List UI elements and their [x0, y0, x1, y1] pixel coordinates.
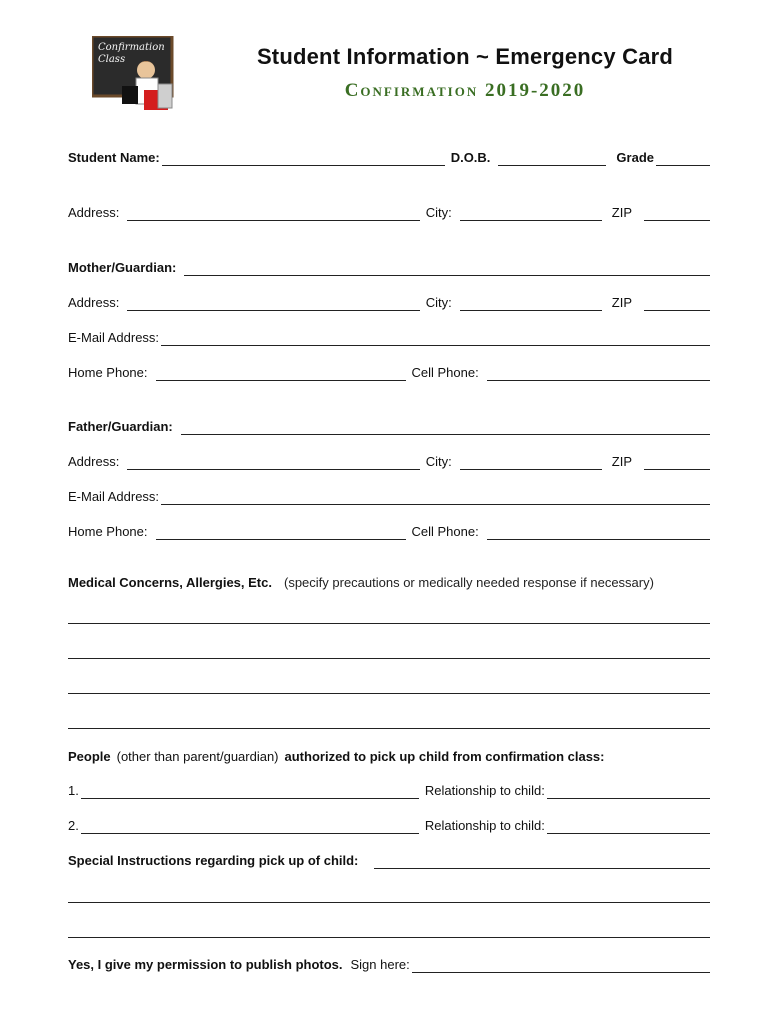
father-zip-label: ZIP: [611, 454, 632, 469]
medical-line-3[interactable]: [68, 693, 710, 694]
grade-label: Grade: [616, 150, 654, 165]
mother-cell-phone-field[interactable]: [487, 367, 710, 381]
special-instructions-label: Special Instructions regarding pick up of child:: [68, 853, 359, 868]
medical-line-4[interactable]: [68, 728, 710, 729]
medical-label: Medical Concerns, Allergies, Etc.: [68, 575, 272, 590]
mother-email-label: E-Mail Address:: [68, 330, 160, 345]
signature-field[interactable]: [412, 959, 710, 973]
father-home-phone-label: Home Phone:: [68, 524, 148, 539]
special-instructions-row: [68, 853, 710, 869]
mother-zip-label: ZIP: [611, 295, 632, 310]
confirmation-class-logo: [92, 36, 178, 118]
pickup-people-paren: (other than parent/guardian): [116, 749, 279, 764]
pickup-person-1-relationship-label: Relationship to child:: [424, 783, 545, 798]
photo-permission-label: Yes, I give my permission to publish photos.: [68, 957, 343, 972]
medical-row: [68, 575, 710, 591]
mother-city-label: City:: [425, 295, 452, 310]
pickup-person-2-relationship-label: Relationship to child:: [424, 818, 545, 833]
special-instructions-line-3[interactable]: [68, 937, 710, 938]
student-city-field[interactable]: [460, 207, 602, 221]
father-guardian-label: Father/Guardian:: [68, 419, 173, 434]
dob-field[interactable]: [498, 152, 606, 166]
student-name-row: [68, 150, 710, 166]
student-city-label: City:: [425, 205, 452, 220]
father-email-label: E-Mail Address:: [68, 489, 160, 504]
mother-cell-phone-label: Cell Phone:: [411, 365, 479, 380]
father-cell-phone-field[interactable]: [487, 526, 710, 540]
pickup-person-1-relationship-field[interactable]: [547, 785, 710, 799]
student-zip-field[interactable]: [644, 207, 710, 221]
mother-address-label: Address:: [68, 295, 120, 310]
father-email-row: [68, 489, 710, 505]
student-name-label: Student Name:: [68, 150, 160, 165]
father-guardian-field[interactable]: [181, 421, 710, 435]
photo-permission-row: [68, 957, 710, 973]
mother-email-field[interactable]: [161, 332, 710, 346]
svg-text:Class: Class: [98, 54, 126, 65]
pickup-person-2-row: [68, 818, 710, 834]
medical-line-2[interactable]: [68, 658, 710, 659]
dob-label: D.O.B.: [450, 150, 491, 165]
father-city-field[interactable]: [460, 456, 602, 470]
pickup-person-2-number: 2.: [68, 818, 79, 833]
svg-text:Confirmation: Confirmation: [98, 42, 165, 53]
student-address-field[interactable]: [127, 207, 419, 221]
mother-guardian-label: Mother/Guardian:: [68, 260, 177, 275]
father-cell-phone-label: Cell Phone:: [411, 524, 479, 539]
student-address-row: [68, 205, 710, 221]
mother-guardian-field[interactable]: [184, 262, 710, 276]
father-address-row: [68, 454, 710, 470]
sign-here-label: Sign here:: [350, 957, 410, 972]
medical-note: (specify precautions or medically needed response if necessary): [283, 575, 654, 590]
father-email-field[interactable]: [161, 491, 710, 505]
pickup-people-row: [68, 749, 710, 765]
page-subtitle: Confirmation 2019-2020: [344, 80, 586, 101]
pickup-person-1-number: 1.: [68, 783, 79, 798]
mother-email-row: [68, 330, 710, 346]
special-instructions-line-2[interactable]: [68, 902, 710, 903]
special-instructions-field[interactable]: [374, 855, 710, 869]
pickup-person-1-field[interactable]: [81, 785, 419, 799]
mother-home-phone-field[interactable]: [156, 367, 406, 381]
pickup-people-bold: People: [68, 749, 111, 764]
mother-guardian-row: [68, 260, 710, 276]
mother-phone-row: [68, 365, 710, 381]
pickup-people-rest: authorized to pick up child from confirmation class:: [284, 749, 605, 764]
medical-line-1[interactable]: [68, 623, 710, 624]
father-guardian-row: [68, 419, 710, 435]
father-zip-field[interactable]: [644, 456, 710, 470]
grade-field[interactable]: [656, 152, 710, 166]
page-title: Student Information ~ Emergency Card: [256, 44, 674, 69]
father-city-label: City:: [425, 454, 452, 469]
student-address-label: Address:: [68, 205, 120, 220]
student-zip-label: ZIP: [611, 205, 632, 220]
mother-address-row: [68, 295, 710, 311]
mother-city-field[interactable]: [460, 297, 602, 311]
pickup-person-2-field[interactable]: [81, 820, 419, 834]
father-home-phone-field[interactable]: [156, 526, 406, 540]
mother-home-phone-label: Home Phone:: [68, 365, 148, 380]
mother-address-field[interactable]: [127, 297, 419, 311]
pickup-person-2-relationship-field[interactable]: [547, 820, 710, 834]
student-name-field[interactable]: [162, 152, 445, 166]
father-address-field[interactable]: [127, 456, 419, 470]
father-phone-row: [68, 524, 710, 540]
pickup-person-1-row: [68, 783, 710, 799]
father-address-label: Address:: [68, 454, 120, 469]
mother-zip-field[interactable]: [644, 297, 710, 311]
